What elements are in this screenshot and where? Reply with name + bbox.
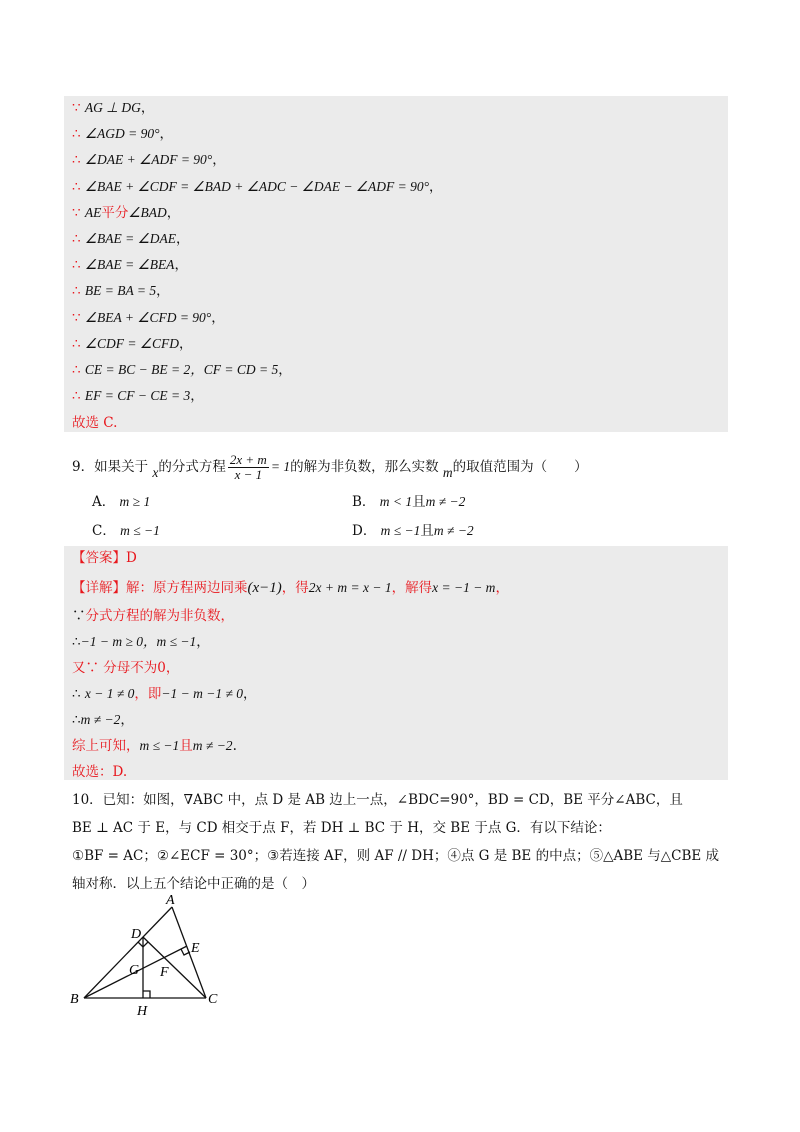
answer-label: 【答案】 (72, 550, 126, 566)
solution-q8-line: ∴ ∠CDF = ∠CFD， (72, 335, 193, 352)
solution-q8-line: ∴ ∠BAE = ∠BEA， (72, 257, 188, 274)
detail-line-7: 综上可知，m ≤ −1且m ≠ −2. (72, 738, 237, 754)
question-9: 9．如果关于 x的分式方程 $\frac{2x + m}{x - 1}$ = 1的解为非负数，那么实数 m的取值范围为（ ） (72, 452, 588, 482)
solution-q8-line: ∵ AG ⊥ DG， (72, 100, 155, 116)
label-G: G (129, 963, 140, 978)
detail-line-3: ∴−1 − m ≥ 0，m ≤ −1， (72, 634, 210, 650)
question-number: 9． (72, 459, 95, 475)
fraction: $\frac{2x + m}{x - 1}$ (229, 452, 267, 482)
solution-q8-line: ∴ ∠AGD = 90°， (72, 126, 173, 143)
detail-line-1: 【详解】解：原方程两边同乘(x−1)，得2x + m = x − 1，解得x = −1 − m， (72, 580, 509, 596)
option-b: B． m < 1且m ≠ −2 (352, 494, 466, 510)
label-C: C (208, 992, 218, 1007)
detail-line-4: 又∵ 分母不为0， (72, 660, 180, 676)
label-A: A (166, 893, 175, 908)
solution-q8-line: ∴ ∠BAE = ∠DAE， (72, 231, 190, 247)
option-a: A． m ≥ 1 (92, 494, 151, 510)
geometry-figure (60, 890, 260, 1030)
solution-q8-line: ∴ CE = BC − BE = 2，CF = CD = 5， (72, 362, 292, 378)
detail-line-2: ∵分式方程的解为非负数， (72, 608, 234, 624)
question-10-line-2: BE ⊥ AC 于 E，与 CD 相交于点 F，若 DH ⊥ BC 于 H，交 BE 于点 G．有以下结论： (72, 820, 611, 836)
question-10-line-1: 10．已知：如图，∇ABC 中，点 D 是 AB 边上一点，∠BDC=90°，BD = CD，BE 平分∠ABC，且 (72, 792, 683, 808)
solution-q8-line: ∵ AE平分∠BAD， (72, 204, 181, 221)
option-c: C． m ≤ −1 (92, 523, 160, 539)
label-H: H (137, 1004, 148, 1019)
answer-line (72, 548, 728, 568)
answer-value: D (126, 550, 137, 566)
label-E: E (191, 941, 200, 956)
detail-line-5: ∴ x − 1 ≠ 0，即−1 − m −1 ≠ 0， (72, 686, 257, 702)
option-d: D． m ≤ −1且m ≠ −2 (352, 523, 474, 539)
label-F: F (160, 965, 169, 980)
solution-q9-conclusion: 故选：D. (72, 764, 128, 780)
solution-q8-conclusion: 故选 C. (72, 415, 118, 431)
right-angle-H (143, 991, 150, 998)
solution-q8-line: ∴ ∠DAE + ∠ADF = 90°， (72, 152, 226, 169)
solution-q8-line: ∴ BE = BA = 5， (72, 283, 170, 300)
solution-q8-line: ∴ ∠BAE + ∠CDF = ∠BAD + ∠ADC − ∠DAE − ∠ADF = 90°， (72, 178, 443, 195)
solution-q8-line: ∵ ∠BEA + ∠CFD = 90°， (72, 309, 225, 326)
detail-label: 【详解】 (72, 580, 126, 596)
label-B: B (70, 992, 79, 1007)
question-10-line-4: 轴对称．以上五个结论中正确的是（ ） (72, 876, 315, 892)
detail-line-6: ∴m ≠ −2， (72, 712, 134, 728)
solution-q8-line: ∴ EF = CF − CE = 3， (72, 388, 204, 405)
question-10-line-3: ①BF = AC；②∠ECF = 30°；③若连接 AF，则 AF // DH；④点 G 是 BE 的中点；⑤△ABE 与△CBE 成 (72, 848, 720, 864)
label-D: D (131, 927, 142, 942)
